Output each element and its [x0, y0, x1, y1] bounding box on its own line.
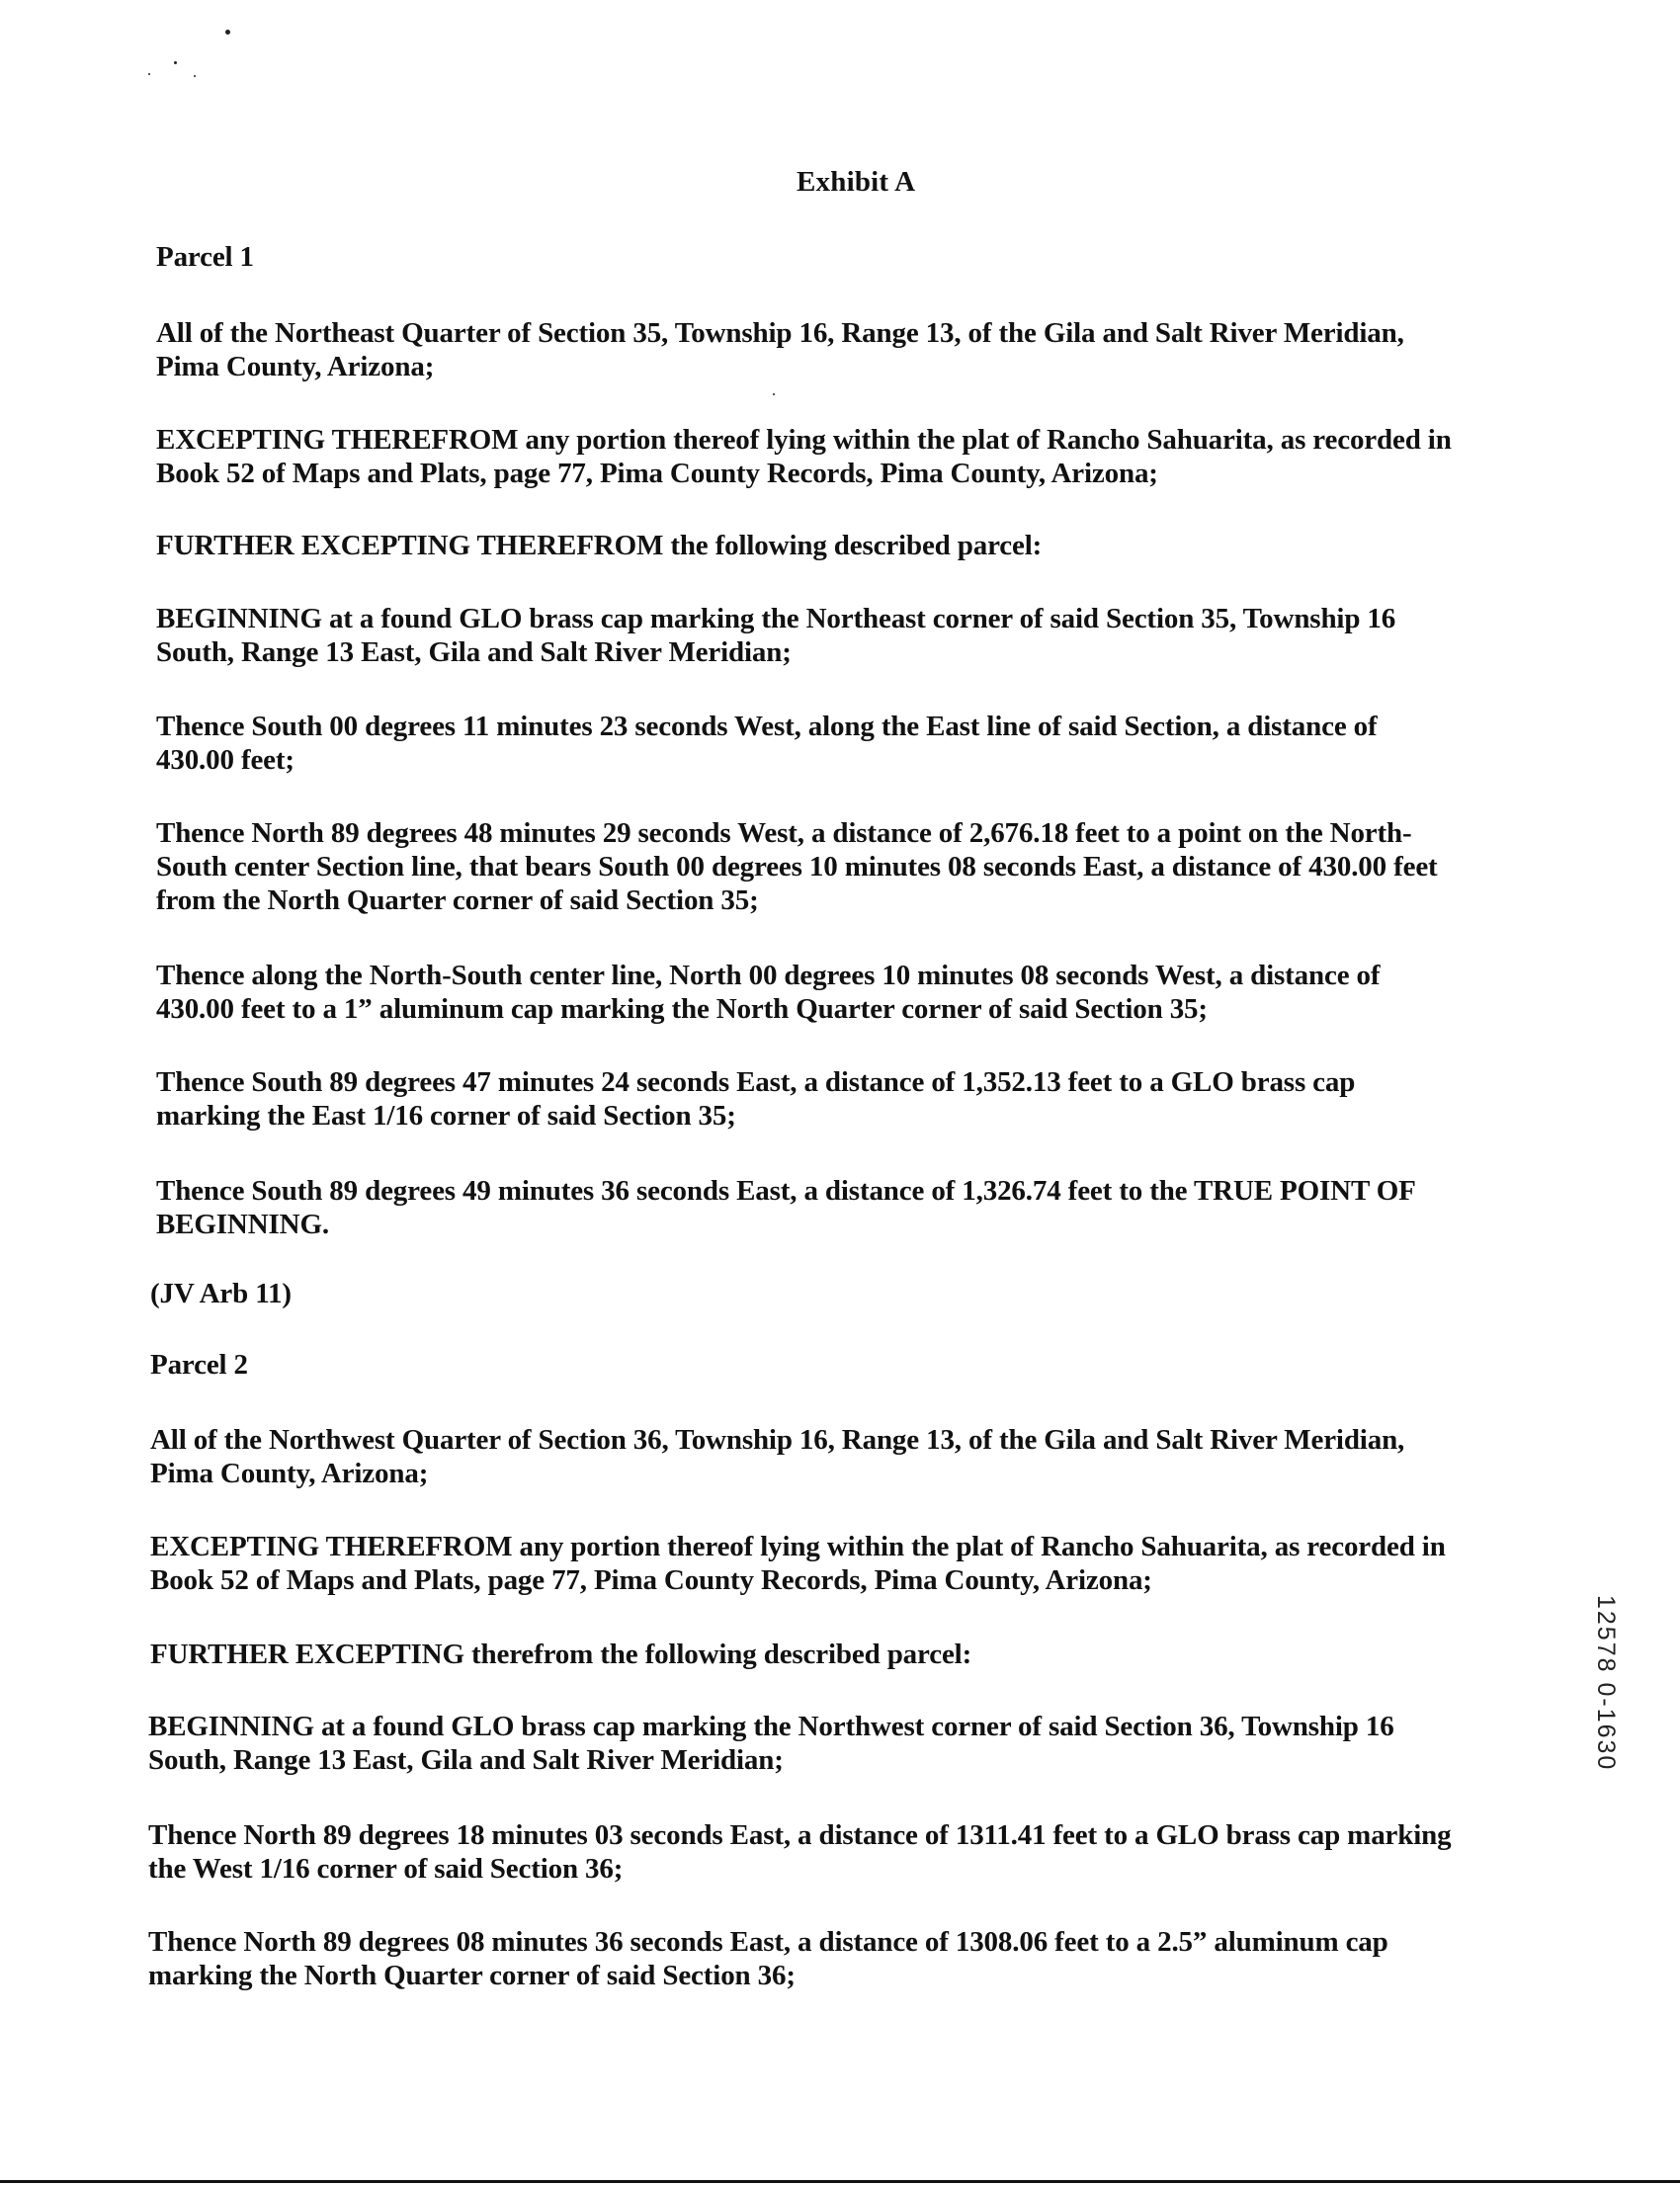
- parcel-1-description: All of the Northeast Quarter of Section 35, Township 16, Range 13, of the Gila and Salt River Meridian, Pima County, Arizona;: [156, 317, 1404, 382]
- parcel-2-exception: EXCEPTING THEREFROM any portion thereof lying within the plat of Rancho Sahuarita, as recorded in Book 52 of Maps and Plats, page 77, Pima County Records, Pima County, Arizona;: [150, 1531, 1446, 1596]
- parcel-1-course-1: Thence South 00 degrees 11 minutes 23 seconds West, along the East line of said Section, a distance of 430.00 feet;: [156, 711, 1378, 776]
- parcel-2-course-1: Thence North 89 degrees 18 minutes 03 seconds East, a distance of 1311.41 feet to a GLO brass cap marking the West 1/16 corner of said Section 36;: [148, 1819, 1452, 1885]
- parcel-1-course-4: Thence South 89 degrees 47 minutes 24 seconds East, a distance of 1,352.13 feet to a GLO brass cap marking the East 1/16 corner of said Section 35;: [156, 1066, 1356, 1132]
- scan-speck: [194, 75, 196, 77]
- recording-stamp: 12578 0-1630: [1592, 1595, 1620, 1772]
- parcel-1-note: (JV Arb 11): [150, 1278, 292, 1309]
- parcel-2-beginning: BEGINNING at a found GLO brass cap marking the Northwest corner of said Section 36, Township 16 South, Range 13 East, Gila and Salt River Meridian;: [148, 1711, 1394, 1776]
- parcel-2-description: All of the Northwest Quarter of Section 36, Township 16, Range 13, of the Gila and Salt River Meridian, Pima County, Arizona;: [150, 1424, 1405, 1489]
- document-title: Exhibit A: [797, 166, 916, 198]
- parcel-2-heading: Parcel 2: [150, 1349, 248, 1381]
- parcel-1-beginning: BEGINNING at a found GLO brass cap marking the Northeast corner of said Section 35, Township 16 South, Range 13 East, Gila and Salt River Meridian;: [156, 603, 1396, 668]
- parcel-1-course-3: Thence along the North-South center line, North 00 degrees 10 minutes 08 seconds West, a distance of 430.00 feet to a 1” aluminum cap marking the North Quarter corner of said Section 35;: [156, 960, 1381, 1025]
- parcel-1-course-5: Thence South 89 degrees 49 minutes 36 seconds East, a distance of 1,326.74 feet to the TRUE POINT OF BEGINNING.: [156, 1175, 1416, 1240]
- scan-speck: [773, 393, 775, 395]
- parcel-1-exception: EXCEPTING THEREFROM any portion thereof lying within the plat of Rancho Sahuarita, as recorded in Book 52 of Maps and Plats, page 77, Pima County Records, Pima County, Arizona;: [156, 424, 1452, 489]
- scan-speck: [148, 73, 150, 75]
- parcel-1-further-exception: FURTHER EXCEPTING THEREFROM the following described parcel:: [156, 530, 1043, 561]
- parcel-1-course-2: Thence North 89 degrees 48 minutes 29 seconds West, a distance of 2,676.18 feet to a point on the North- South center Section line, that bears South 00 degrees 10 minutes 08 seconds East, a distance of 430.00 feet from the North Quarter corner of said Section 35;: [156, 817, 1438, 916]
- scan-edge-line: [0, 2180, 1680, 2183]
- parcel-1-heading: Parcel 1: [156, 241, 254, 273]
- scan-speck: [174, 61, 177, 64]
- parcel-2-further-exception: FURTHER EXCEPTING therefrom the following described parcel:: [150, 1639, 972, 1670]
- parcel-2-course-2: Thence North 89 degrees 08 minutes 36 seconds East, a distance of 1308.06 feet to a 2.5” aluminum cap marking the North Quarter corner of said Section 36;: [148, 1926, 1388, 1991]
- scan-speck: [225, 30, 230, 35]
